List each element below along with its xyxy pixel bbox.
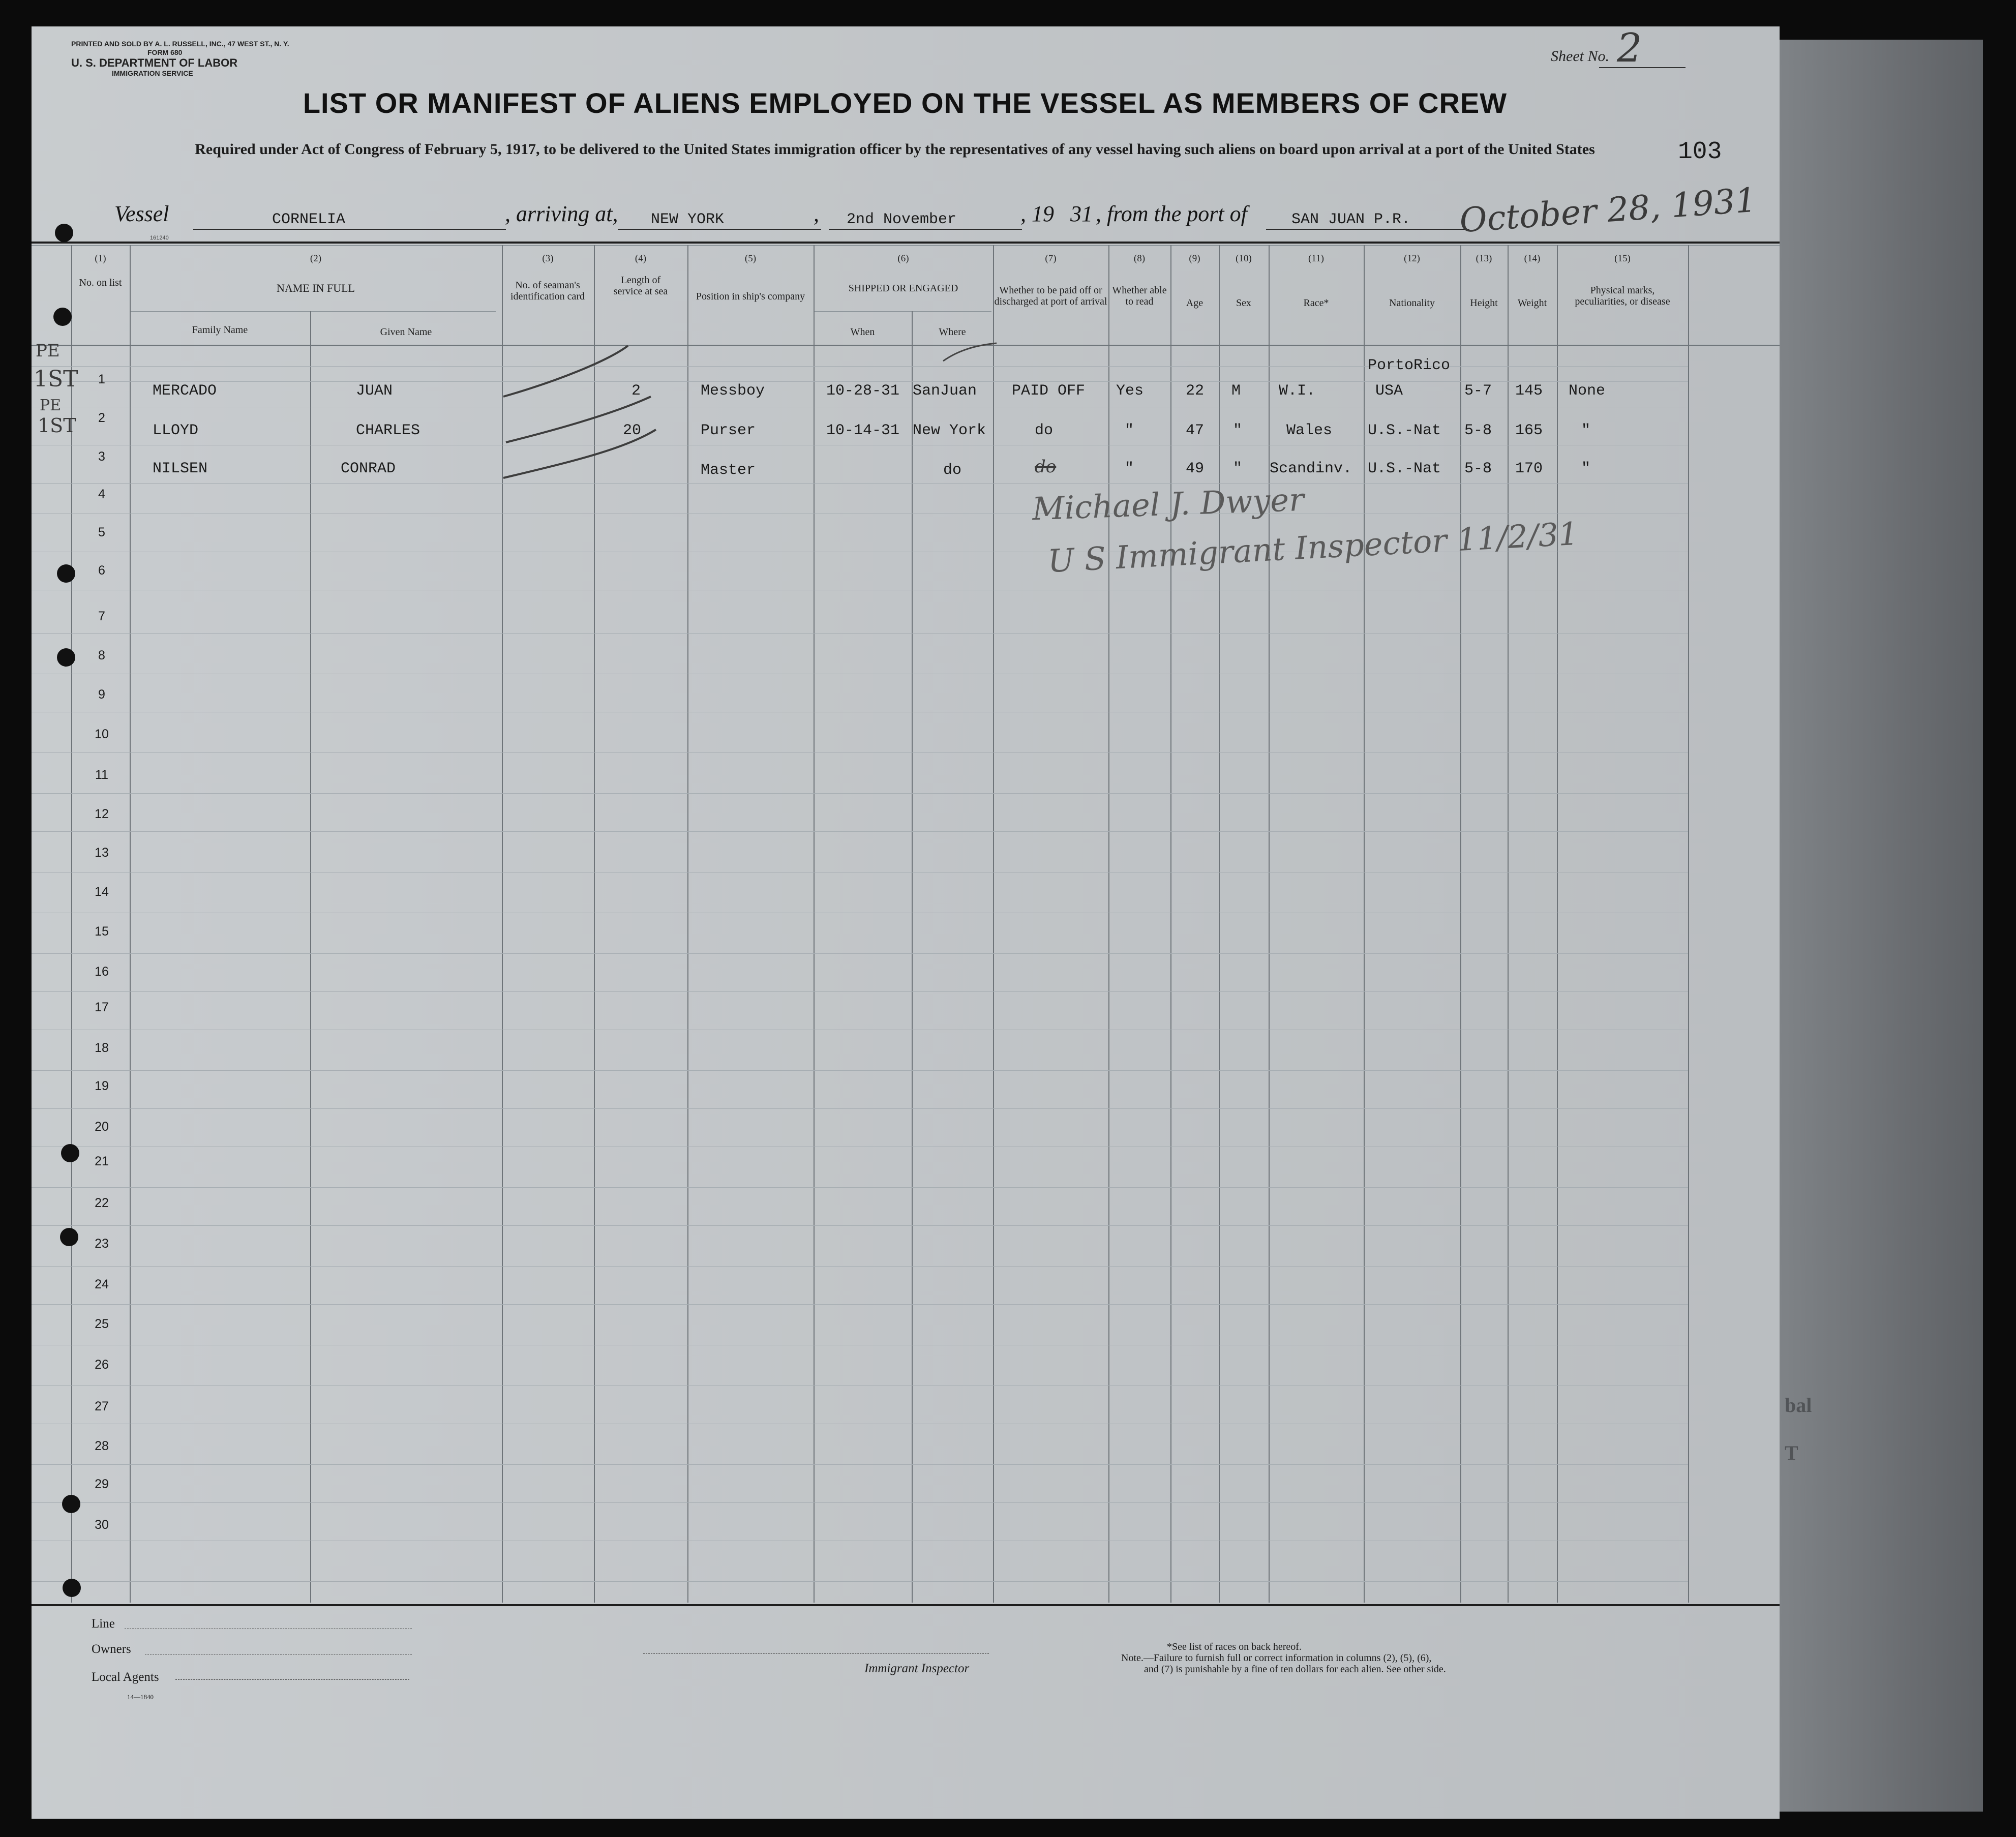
colnum-11: (11) bbox=[1308, 253, 1324, 264]
comma-sep: , bbox=[814, 201, 819, 226]
department: U. S. DEPARTMENT OF LABOR bbox=[71, 56, 238, 69]
pencil-strike-marks bbox=[496, 341, 740, 488]
header-no-on-list: No. on list bbox=[79, 277, 122, 288]
departure-date-handwritten: October 28, 1931 bbox=[1458, 180, 1758, 240]
row1-position: Messboy bbox=[701, 382, 765, 400]
inspector-title-date: U S Immigrant Inspector 11/2/31 bbox=[1046, 515, 1580, 580]
row1-height: 5-7 bbox=[1464, 382, 1492, 400]
shipped-header-rule bbox=[814, 311, 991, 312]
row1-read: Yes bbox=[1116, 382, 1144, 400]
row1-given-name: JUAN bbox=[356, 382, 393, 400]
colnum-5: (5) bbox=[744, 253, 757, 264]
row-rule bbox=[32, 991, 1688, 992]
header-paid-off: Whether to be paid off or discharged at port of arrival bbox=[994, 285, 1107, 307]
colnum-3: (3) bbox=[542, 253, 554, 264]
row2-height: 5-8 bbox=[1464, 422, 1492, 439]
row3-weight: 170 bbox=[1515, 460, 1543, 477]
where-column-mark bbox=[941, 341, 1002, 366]
margin-mark-1st-1: 1ST bbox=[34, 366, 78, 392]
date-value: 2nd November bbox=[847, 211, 957, 228]
row1-when: 10-28-31 bbox=[826, 382, 900, 400]
sheet-label: Sheet No. bbox=[1551, 48, 1609, 65]
colnum-9: (9) bbox=[1189, 253, 1200, 264]
header-length-service: Length of service at sea bbox=[613, 275, 668, 297]
row-rule bbox=[32, 831, 1688, 832]
name-header-rule bbox=[130, 311, 496, 312]
col-divider-6b bbox=[912, 311, 913, 1603]
row2-length: 20 bbox=[623, 422, 642, 439]
page-title: LIST OR MANIFEST OF ALIENS EMPLOYED ON THE VESSEL AS MEMBERS OF CREW bbox=[303, 87, 1508, 119]
row3-age: 49 bbox=[1186, 460, 1205, 477]
row-number: 22 bbox=[95, 1196, 109, 1210]
punch-hole bbox=[57, 564, 75, 583]
col-divider-2 bbox=[130, 245, 131, 1603]
sheet-number: 2 bbox=[1617, 25, 1642, 71]
row-number: 23 bbox=[95, 1237, 109, 1251]
punch-hole bbox=[63, 1579, 81, 1597]
colnum-15: (15) bbox=[1614, 253, 1631, 264]
colnum-2: (2) bbox=[310, 253, 322, 264]
col-divider-11 bbox=[1269, 245, 1270, 1603]
punch-hole bbox=[61, 1144, 79, 1162]
row-number: 26 bbox=[95, 1358, 109, 1372]
col-divider-13 bbox=[1460, 245, 1461, 1603]
colnum-4: (4) bbox=[635, 253, 647, 264]
row2-position: Purser bbox=[701, 422, 756, 439]
row-rule bbox=[32, 1464, 1688, 1465]
row-number: 5 bbox=[98, 525, 105, 539]
row2-age: 47 bbox=[1186, 422, 1205, 439]
header-seaman-id: No. of seaman's identification card bbox=[510, 280, 585, 302]
header-name-in-full: NAME IN FULL bbox=[277, 282, 355, 294]
margin-mark-pe-2: PE bbox=[40, 397, 62, 414]
row2-physical: " bbox=[1581, 422, 1591, 439]
row-number: 2 bbox=[98, 411, 105, 425]
from-port-value: SAN JUAN P.R. bbox=[1291, 211, 1411, 228]
owners-label: Owners bbox=[92, 1642, 131, 1656]
header-weight: Weight bbox=[1517, 297, 1547, 309]
row2-where: New York bbox=[913, 422, 986, 439]
header-bottom-rule bbox=[32, 345, 1780, 346]
row3-position: Master bbox=[701, 462, 756, 479]
penalty-note-2: and (7) is punishable by a fine of ten dollars for each alien. See other side. bbox=[1144, 1664, 1446, 1675]
row2-nationality: U.S.-Nat bbox=[1368, 422, 1441, 439]
row-rule bbox=[32, 1502, 1688, 1503]
row-number: 27 bbox=[95, 1399, 109, 1413]
row-rule bbox=[32, 1225, 1688, 1226]
margin-mark-pe-1: PE bbox=[36, 341, 60, 361]
colnum-10: (10) bbox=[1236, 253, 1252, 264]
year-value: 31 bbox=[1070, 201, 1093, 226]
col-divider-15 bbox=[1557, 245, 1558, 1603]
colnum-14: (14) bbox=[1524, 253, 1541, 264]
col-divider-8 bbox=[1108, 245, 1109, 1603]
arriving-label: , arriving at, bbox=[505, 201, 618, 226]
row-rule bbox=[32, 1581, 1688, 1582]
printer-line: PRINTED AND SOLD BY A. L. RUSSELL, INC., 47 WEST ST., N. Y. bbox=[71, 40, 289, 48]
col-divider-10 bbox=[1219, 245, 1220, 1603]
col-divider-16 bbox=[1688, 245, 1689, 1603]
row-number: 1 bbox=[98, 372, 105, 386]
row2-weight: 165 bbox=[1515, 422, 1543, 439]
row1-sex: M bbox=[1231, 382, 1241, 400]
row1-weight: 145 bbox=[1515, 382, 1543, 400]
row1-nationality-top: PortoRico bbox=[1368, 357, 1451, 374]
row-number: 18 bbox=[95, 1041, 109, 1055]
col-divider-14 bbox=[1508, 245, 1509, 1603]
row3-given-name: CONRAD bbox=[341, 460, 396, 477]
header-family-name: Family Name bbox=[192, 324, 248, 336]
arriving-value: NEW YORK bbox=[651, 211, 725, 228]
row2-sex: " bbox=[1233, 422, 1243, 439]
row2-race: Wales bbox=[1286, 422, 1333, 439]
row-rule bbox=[32, 381, 1688, 382]
row-number: 21 bbox=[95, 1154, 109, 1168]
col-divider-2b bbox=[310, 311, 311, 1603]
row3-family-name: NILSEN bbox=[153, 460, 208, 477]
vessel-label: Vessel bbox=[114, 201, 169, 226]
colnum-6: (6) bbox=[897, 253, 909, 264]
manifest-sheet bbox=[32, 26, 1780, 1819]
background-card bbox=[1780, 40, 1983, 1812]
stamp-number: 103 bbox=[1678, 138, 1722, 166]
col-divider-1 bbox=[71, 245, 72, 1603]
row2-when: 10-14-31 bbox=[826, 422, 900, 439]
penalty-note-1: Note.—Failure to furnish full or correct information in columns (2), (5), (6), bbox=[1121, 1652, 1432, 1664]
vessel-rule bbox=[193, 229, 506, 230]
row-rule bbox=[32, 1187, 1688, 1188]
row3-paid: do bbox=[1035, 457, 1057, 477]
row-number: 29 bbox=[95, 1477, 109, 1491]
row-rule bbox=[32, 483, 1688, 484]
row-rule bbox=[32, 1070, 1688, 1071]
row3-height: 5-8 bbox=[1464, 460, 1492, 477]
row-number: 6 bbox=[98, 563, 105, 578]
bleed-through-text: bal T bbox=[1785, 1394, 1812, 1464]
from-port-rule bbox=[1266, 229, 1469, 230]
row-number: 3 bbox=[98, 449, 105, 464]
row3-nationality: U.S.-Nat bbox=[1368, 460, 1441, 477]
table-top-rule-2 bbox=[32, 245, 1780, 246]
header-sex: Sex bbox=[1236, 297, 1251, 309]
col-divider-6 bbox=[814, 245, 815, 1603]
header-age: Age bbox=[1186, 297, 1203, 309]
colnum-12: (12) bbox=[1404, 253, 1420, 264]
punch-hole bbox=[55, 224, 73, 242]
header-when: When bbox=[850, 326, 875, 338]
punch-hole bbox=[57, 648, 75, 667]
from-port-label: , from the port of bbox=[1096, 201, 1247, 226]
col-divider-9 bbox=[1170, 245, 1171, 1603]
row1-paid: PAID OFF bbox=[1012, 382, 1086, 400]
row2-paid: do bbox=[1035, 422, 1054, 439]
colnum-13: (13) bbox=[1476, 253, 1492, 264]
row-rule bbox=[32, 793, 1688, 794]
row1-race: W.I. bbox=[1279, 382, 1316, 400]
header-race: Race* bbox=[1303, 297, 1329, 309]
small-code: 161240 bbox=[150, 235, 169, 241]
colnum-7: (7) bbox=[1045, 253, 1057, 264]
colnum-1: (1) bbox=[95, 253, 106, 264]
row-number: 28 bbox=[95, 1439, 109, 1453]
row-number: 15 bbox=[95, 924, 109, 939]
row-number: 8 bbox=[98, 648, 105, 662]
header-height: Height bbox=[1470, 297, 1498, 309]
col-divider-7 bbox=[993, 245, 994, 1603]
row-number: 25 bbox=[95, 1317, 109, 1331]
year-prefix: , 19 bbox=[1020, 201, 1054, 226]
punch-hole bbox=[53, 308, 72, 326]
row3-read: " bbox=[1125, 460, 1134, 477]
row-number: 19 bbox=[95, 1079, 109, 1093]
row2-read: " bbox=[1125, 422, 1134, 439]
row1-length: 2 bbox=[631, 382, 641, 400]
row-number: 4 bbox=[98, 487, 105, 501]
row2-family-name: LLOYD bbox=[153, 422, 199, 439]
local-agents-rule bbox=[175, 1679, 409, 1680]
row-number: 20 bbox=[95, 1120, 109, 1134]
colnum-8: (8) bbox=[1133, 253, 1146, 264]
inspector-signature: Michael J. Dwyer bbox=[1031, 480, 1305, 528]
header-shipped-engaged: SHIPPED OR ENGAGED bbox=[848, 283, 958, 294]
row-number: 16 bbox=[95, 965, 109, 979]
arriving-rule bbox=[618, 229, 821, 230]
header-where: Where bbox=[939, 326, 966, 338]
row1-family-name: MERCADO bbox=[153, 382, 217, 400]
form-code: 14—1840 bbox=[127, 1693, 154, 1701]
row-rule bbox=[32, 953, 1688, 954]
table-bottom-rule bbox=[32, 1604, 1780, 1606]
inspector-rule bbox=[643, 1653, 989, 1654]
table-top-rule bbox=[32, 242, 1780, 244]
row3-race: Scandinv. bbox=[1270, 460, 1352, 477]
line-label: Line bbox=[92, 1617, 115, 1631]
form-label: FORM 680 bbox=[147, 48, 183, 56]
row1-physical: None bbox=[1569, 382, 1606, 400]
row-number: 24 bbox=[95, 1277, 109, 1291]
margin-mark-1st-2: 1ST bbox=[38, 414, 76, 437]
row-rule bbox=[32, 1108, 1688, 1109]
vessel-value: CORNELIA bbox=[272, 211, 346, 228]
row1-age: 22 bbox=[1186, 382, 1205, 400]
row-number: 11 bbox=[95, 768, 108, 782]
row-number: 14 bbox=[95, 885, 109, 899]
row-number: 17 bbox=[95, 1000, 109, 1014]
col-divider-12 bbox=[1364, 245, 1365, 1603]
row-rule bbox=[32, 633, 1688, 634]
row-number: 30 bbox=[95, 1518, 109, 1532]
row3-physical: " bbox=[1581, 460, 1591, 477]
page-subtitle: Required under Act of Congress of February 5, 1917, to be delivered to the United States immigration officer by the representatives of any vessel having such aliens on board upon arrival at a port of the United States bbox=[195, 141, 1595, 158]
header-nationality: Nationality bbox=[1389, 297, 1435, 309]
row-number: 12 bbox=[95, 807, 109, 821]
row1-nationality: USA bbox=[1375, 382, 1403, 400]
header-position: Position in ship's company bbox=[696, 291, 805, 302]
row1-where: SanJuan bbox=[913, 382, 977, 400]
local-agents-label: Local Agents bbox=[92, 1670, 159, 1684]
row-number: 10 bbox=[95, 727, 109, 741]
row-number: 13 bbox=[95, 846, 109, 860]
header-given-name: Given Name bbox=[380, 326, 432, 338]
header-physical: Physical marks, peculiarities, or disease bbox=[1575, 285, 1670, 307]
punch-hole bbox=[62, 1495, 80, 1513]
sheet-number-rule bbox=[1599, 67, 1686, 68]
row2-given-name: CHARLES bbox=[356, 422, 420, 439]
row-rule bbox=[32, 752, 1688, 753]
row-rule bbox=[32, 1266, 1688, 1267]
row-number: 9 bbox=[98, 687, 105, 702]
row3-sex: " bbox=[1233, 460, 1243, 477]
row-number: 7 bbox=[98, 609, 105, 623]
row3-where: do bbox=[943, 462, 962, 479]
date-rule bbox=[829, 229, 1022, 230]
printer-info bbox=[71, 40, 289, 78]
punch-hole bbox=[60, 1228, 78, 1246]
service: IMMIGRATION SERVICE bbox=[112, 69, 193, 77]
header-able-read: Whether able to read bbox=[1112, 285, 1167, 307]
races-note: *See list of races on back hereof. bbox=[1167, 1641, 1302, 1652]
row-rule bbox=[32, 1304, 1688, 1305]
immigrant-inspector-label: Immigrant Inspector bbox=[864, 1662, 970, 1675]
